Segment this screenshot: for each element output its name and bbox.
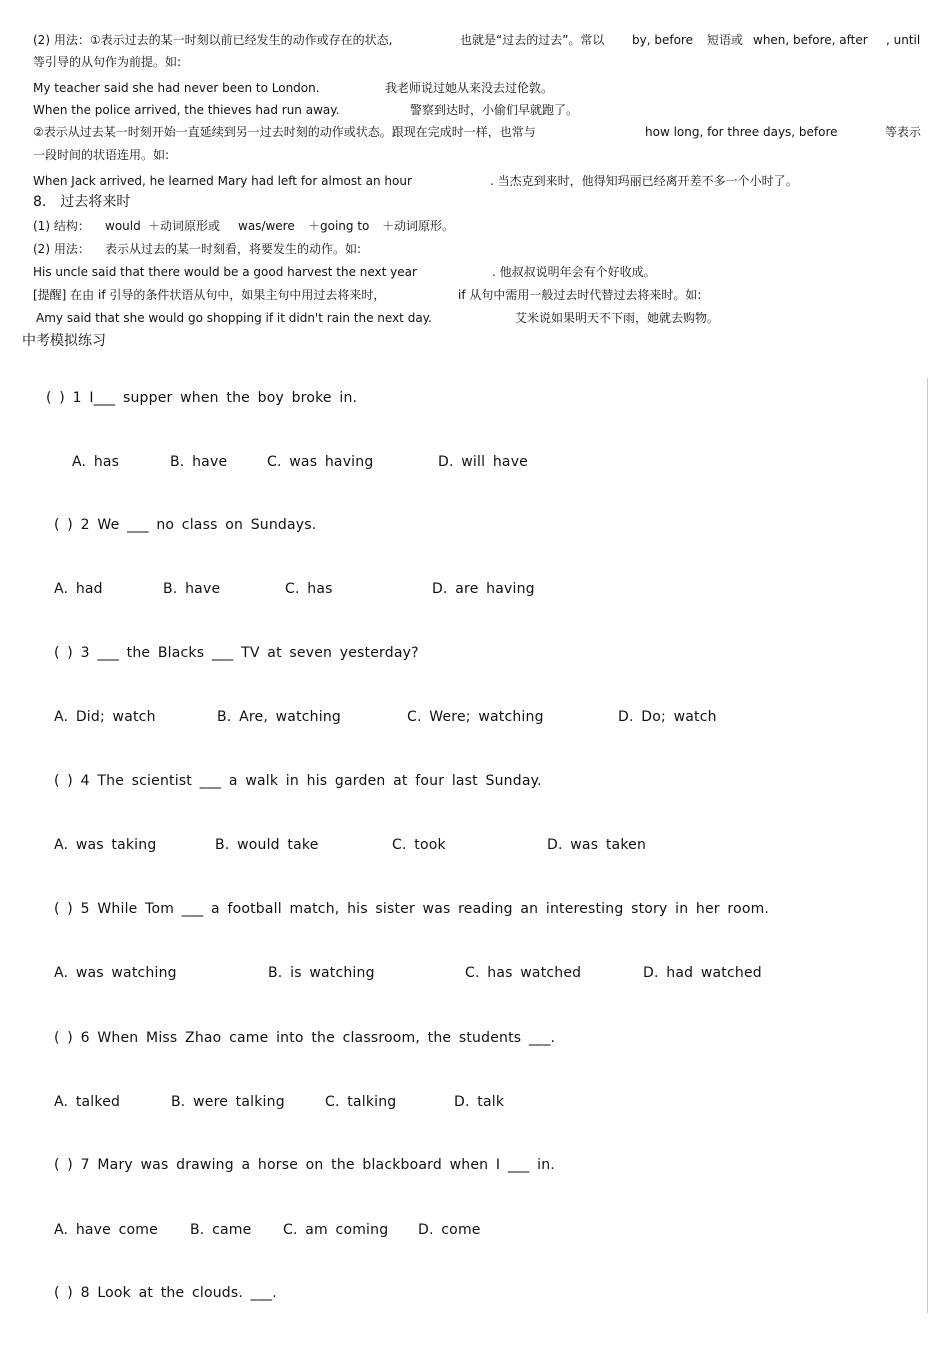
reminder-a: [提醒] 在由 if 引导的条件状语从句中，如果主句中用过去将来时， — [33, 288, 386, 302]
question-1-stem: ( ) 1 I___ supper when the boy broke in. — [46, 390, 358, 406]
q6-option-c: C. talking — [325, 1094, 397, 1110]
q1-option-c: C. was having — [267, 454, 374, 470]
question-2-stem: ( ) 2 We ___ no class on Sundays. — [54, 517, 317, 533]
q6-option-b: B. were talking — [171, 1094, 285, 1110]
example-en-1: My teacher said she had never been to London. — [33, 81, 320, 95]
q2-option-a: A. had — [54, 581, 103, 597]
note-line-5c: 等表示 — [885, 125, 922, 139]
example-en-5: Amy said that she would go shopping if it didn't rain the next day. — [36, 311, 432, 325]
example-en-3: When Jack arrived, he learned Mary had left for almost an hour — [33, 174, 412, 188]
note-line-1c: by, before — [632, 33, 693, 47]
structure-was-were: was/were — [238, 219, 295, 233]
note-line-5a: ②表示从过去某一时刻开始一直延续到另一过去时刻的动作或状态。跟现在完成时一样，也常与 — [33, 125, 536, 139]
section-title: 中考模拟练习 — [22, 333, 106, 349]
q7-option-d: D. come — [418, 1222, 481, 1238]
question-3-stem: ( ) 3 ___ the Blacks ___ TV at seven yesterday? — [54, 645, 419, 661]
q6-option-d: D. talk — [454, 1094, 505, 1110]
note-line-2: 等引导的从句作为前提。如: — [33, 55, 182, 69]
q3-option-c: C. Were; watching — [407, 709, 544, 725]
structure-would: would — [105, 219, 141, 233]
structure-part-f: ＋动词原形。 — [382, 219, 455, 233]
q7-option-a: A. have come — [54, 1222, 158, 1238]
example-zh-3: . 当杰克到来时，他得知玛丽已经离开差不多一个小时了。 — [490, 174, 798, 188]
q1-option-a: A. has — [72, 454, 120, 470]
structure-part-c: ＋动词原形或 — [148, 219, 221, 233]
note-line-6: 一段时间的状语连用。如: — [33, 148, 170, 162]
question-7-stem: ( ) 7 Mary was drawing a horse on the blackboard when I ___ in. — [54, 1157, 555, 1173]
example-zh-4: . 他叔叔说明年会有个好收成。 — [492, 265, 656, 279]
q1-option-b: B. have — [170, 454, 228, 470]
heading-past-future: 8． 过去将来时 — [33, 194, 131, 210]
structure-going-to: ＋going to — [308, 219, 370, 233]
q4-option-d: D. was taken — [547, 837, 647, 853]
question-4-stem: ( ) 4 The scientist ___ a walk in his garden at four last Sunday. — [54, 773, 542, 789]
structure-label: (1) 结构： — [33, 219, 90, 233]
question-5-stem: ( ) 5 While Tom ___ a football match, his sister was reading an interesting story in her room. — [54, 901, 770, 917]
q6-option-a: A. talked — [54, 1094, 121, 1110]
q2-option-b: B. have — [163, 581, 221, 597]
note-line-5b: how long, for three days, before — [645, 125, 838, 139]
question-6-stem: ( ) 6 When Miss Zhao came into the classroom, the students ___. — [54, 1030, 556, 1046]
q5-option-a: A. was watching — [54, 965, 177, 981]
example-zh-5: 艾米说如果明天不下雨，她就去购物。 — [515, 311, 720, 325]
note-line-1d: 短语或 — [707, 33, 744, 47]
q4-option-c: C. took — [392, 837, 446, 853]
usage-text: 表示从过去的某一时刻看，将要发生的动作。如: — [105, 242, 362, 256]
q4-option-b: B. would take — [215, 837, 319, 853]
q3-option-d: D. Do; watch — [618, 709, 717, 725]
q3-option-a: A. Did; watch — [54, 709, 156, 725]
reminder-b: if 从句中需用一般过去时代替过去将来时。如: — [458, 288, 702, 302]
q3-option-b: B. Are, watching — [217, 709, 341, 725]
page-edge-line — [927, 378, 928, 1313]
q2-option-d: D. are having — [432, 581, 535, 597]
q1-option-d: D. will have — [438, 454, 529, 470]
example-en-2: When the police arrived, the thieves had run away. — [33, 103, 340, 117]
example-zh-1: 我老师说过她从来没去过伦敦。 — [385, 81, 554, 95]
note-line-1e: when, before, after — [753, 33, 868, 47]
usage-label: (2) 用法： — [33, 242, 90, 256]
q4-option-a: A. was taking — [54, 837, 157, 853]
question-8-stem: ( ) 8 Look at the clouds. ___. — [54, 1285, 277, 1301]
note-line-1b: 也就是“过去的过去”。常以 — [460, 33, 605, 47]
q7-option-c: C. am coming — [283, 1222, 389, 1238]
q2-option-c: C. has — [285, 581, 333, 597]
q5-option-b: B. is watching — [268, 965, 375, 981]
q7-option-b: B. came — [190, 1222, 252, 1238]
example-zh-2: 警察到达时，小偷们早就跑了。 — [410, 103, 579, 117]
note-line-1a: (2) 用法：①表示过去的某一时刻以前已经发生的动作或存在的状态, — [33, 33, 393, 47]
q5-option-c: C. has watched — [465, 965, 582, 981]
note-line-1f: , until — [886, 33, 921, 47]
example-en-4: His uncle said that there would be a good harvest the next year — [33, 265, 417, 279]
q5-option-d: D. had watched — [643, 965, 762, 981]
